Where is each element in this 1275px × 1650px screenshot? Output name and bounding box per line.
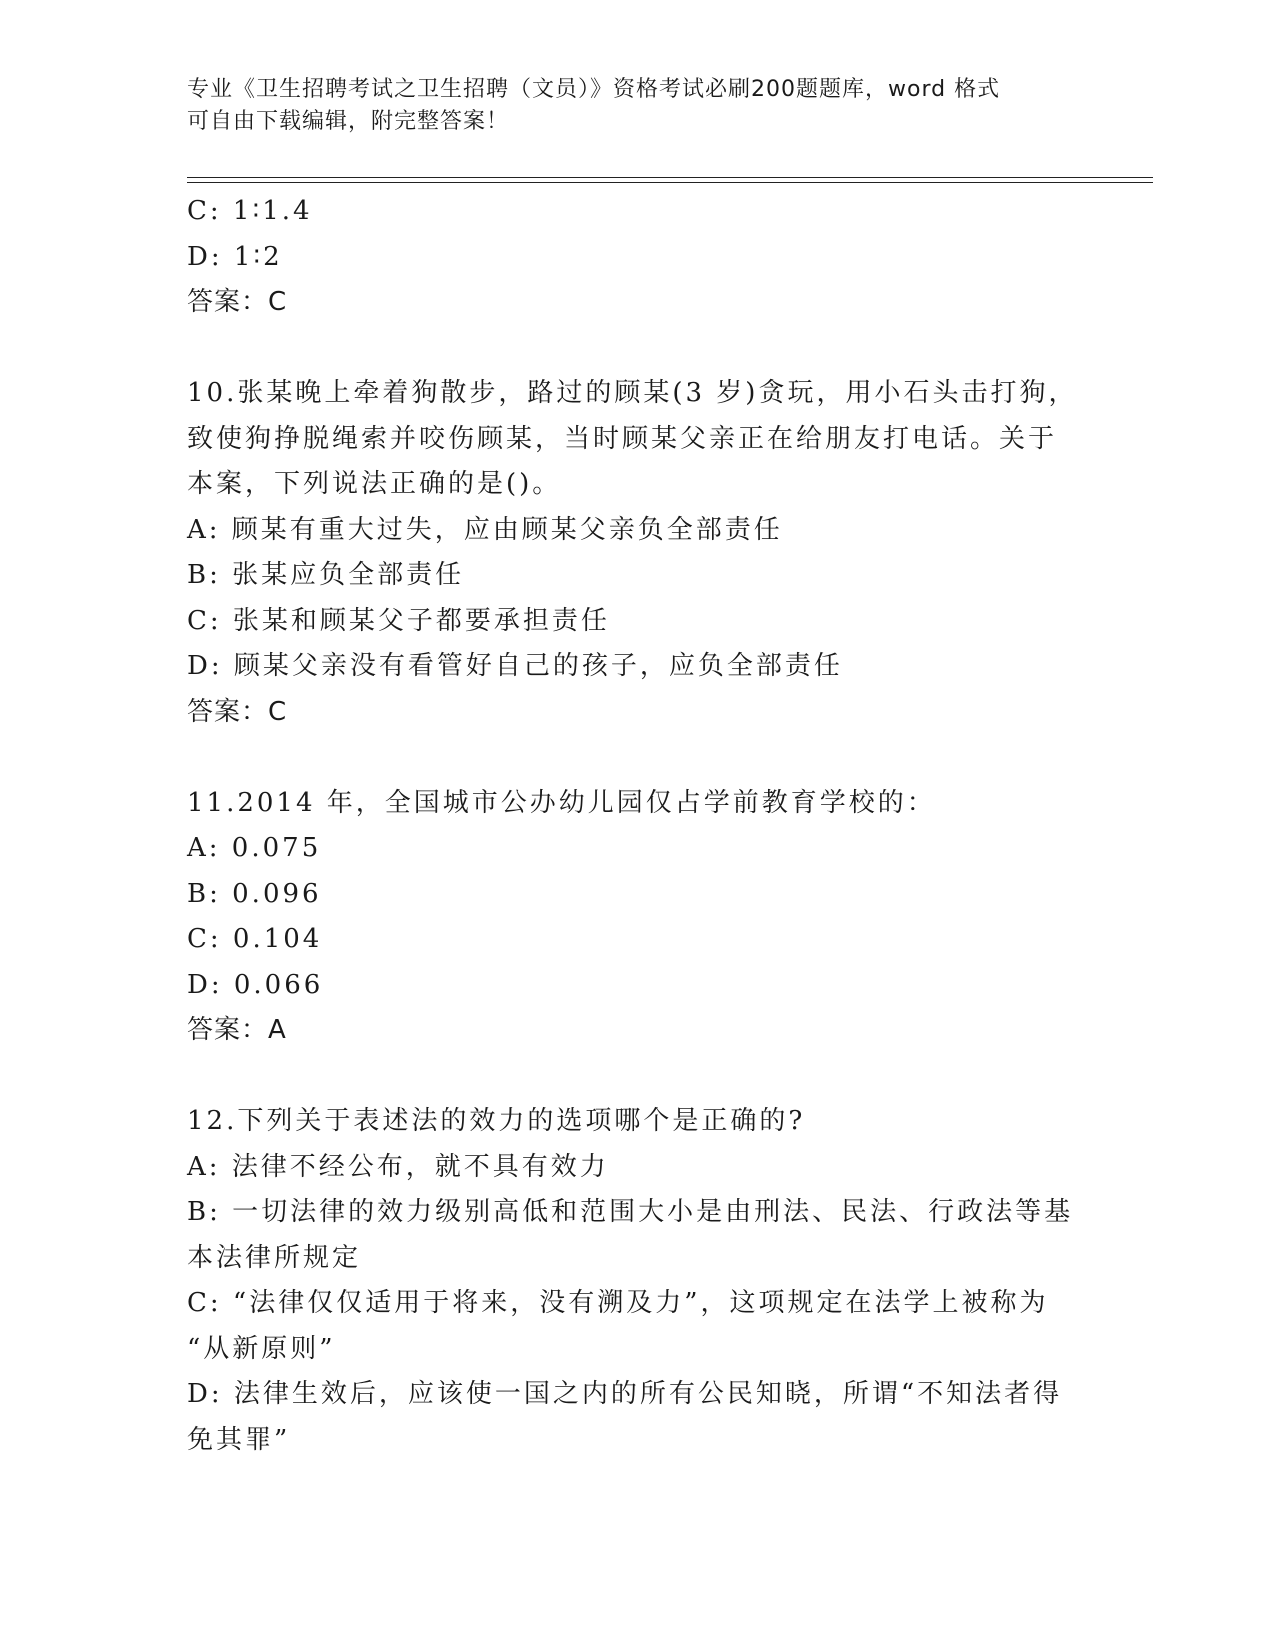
option-b: B: 一切法律的效力级别高低和范围大小是由刑法、民法、行政法等基 <box>187 1197 1074 1227</box>
page-header <box>187 74 1067 138</box>
option-a: A: 法律不经公布，就不具有效力 <box>187 1151 609 1182</box>
spacer <box>187 1054 1087 1100</box>
question-11 <box>187 781 1087 1054</box>
option-d: D: 法律生效后，应该使一国之内的所有公民知晓，所谓“不知法者得 <box>187 1379 1063 1409</box>
option-c: C: 0.104 <box>187 924 323 954</box>
header-line-2: 可自由下载编辑，附完整答案！ <box>187 109 510 134</box>
option-b: B: 0.096 <box>187 878 322 909</box>
question-12 <box>187 1099 1087 1463</box>
option-b-continued: 本法律所规定 <box>187 1242 362 1273</box>
option-d: D: 1∶2 <box>187 241 283 272</box>
question-stem-line: 本案，下列说法正确的是()。 <box>187 469 562 499</box>
question-stem-line: 11.2014 年，全国城市公办幼儿园仅占学前教育学校的： <box>187 787 936 818</box>
question-9-tail <box>187 189 1087 326</box>
header-line-1: 专业《卫生招聘考试之卫生招聘（文员）》资格考试必刷200题题库，word 格式 <box>187 77 1001 102</box>
spacer <box>187 326 1087 372</box>
question-stem-line: 12.下列关于表述法的效力的选项哪个是正确的? <box>187 1106 806 1136</box>
question-stem-line: 10.张某晚上牵着狗散步，路过的顾某(3 岁)贪玩，用小石头击打狗， <box>187 378 1078 408</box>
option-d: D: 顾某父亲没有看管好自己的孩子，应负全部责任 <box>187 651 843 681</box>
question-list <box>187 189 1087 1463</box>
answer-line: 答案：C <box>187 696 288 727</box>
option-b: B: 张某应负全部责任 <box>187 560 465 590</box>
question-stem-line: 致使狗挣脱绳索并咬伤顾某，当时顾某父亲正在给朋友打电话。关于 <box>187 423 1058 454</box>
header-divider-bottom <box>187 182 1153 183</box>
spacer <box>187 735 1087 781</box>
option-c-continued: “从新原则” <box>187 1333 336 1364</box>
option-d: D: 0.066 <box>187 969 324 1000</box>
header-divider-top <box>187 177 1153 178</box>
question-10 <box>187 371 1087 735</box>
option-c: C: “法律仅仅适用于将来，没有溯及力”，这项规定在法学上被称为 <box>187 1288 1049 1318</box>
option-a: A: 顾某有重大过失，应由顾某父亲负全部责任 <box>187 514 783 545</box>
option-a: A: 0.075 <box>187 833 322 863</box>
option-c: C: 张某和顾某父子都要承担责任 <box>187 605 610 636</box>
answer-line: 答案：A <box>187 1015 287 1045</box>
option-d-continued: 免其罪” <box>187 1424 291 1455</box>
answer-line: 答案：C <box>187 287 288 317</box>
option-c: C: 1∶1.4 <box>187 196 313 226</box>
